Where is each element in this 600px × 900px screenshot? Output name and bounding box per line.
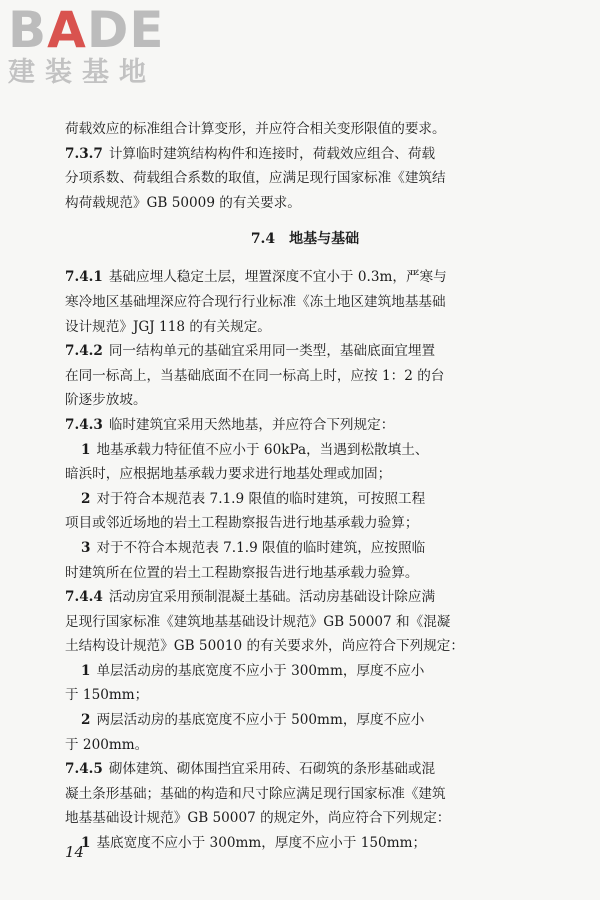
logo-wordmark: BADE [8, 1, 165, 59]
line-text: 项目或邻近场地的岩土工程勘察报告进行地基承载力验算； [65, 515, 419, 532]
text-line [65, 438, 545, 463]
line-text: 于 150mm； [65, 687, 149, 704]
text-line [65, 166, 545, 191]
text-line [65, 831, 545, 856]
section-7-3-tail [65, 117, 545, 215]
text-line [65, 708, 545, 733]
text-line [65, 117, 545, 142]
line-text: 足现行国家标准《建筑地基基础设计规范》GB 50007 和《混凝 [65, 613, 451, 630]
line-text: 砌体建筑、砌体围挡宜采用砖、石砌筑的条形基础或混 [108, 761, 436, 778]
clause-number: 1 [81, 441, 91, 458]
line-text: 凝土条形基础；基础的构造和尺寸除应满足现行国家标准《建筑 [65, 785, 446, 802]
line-text: 土结构设计规范》GB 50010 的有关要求外，尚应符合下列规定： [65, 638, 464, 655]
text-line [65, 610, 545, 635]
clause-number: 1 [81, 662, 91, 679]
text-line [65, 364, 545, 389]
line-text: 基础应埋人稳定土层，埋置深度不宜小于 0.3m，严寒与 [108, 269, 447, 286]
text-line [65, 733, 545, 758]
text-line [65, 191, 545, 216]
text-line [65, 806, 545, 831]
text-line [65, 511, 545, 536]
line-text: 于 200mm。 [65, 736, 149, 753]
line-text: 地基基础设计规范》GB 50007 的规定外，尚应符合下列规定： [65, 810, 451, 827]
text-line [65, 683, 545, 708]
line-text: 临时建筑宜采用天然地基，并应符合下列规定： [108, 416, 395, 433]
text-line [65, 265, 545, 290]
line-text: 构荷载规范》GB 50009 的有关要求。 [65, 194, 301, 211]
logo-subtitle: 建装基地 [8, 57, 156, 88]
bade-logo [8, 1, 183, 88]
text-line [65, 634, 545, 659]
line-text: 对于符合本规范表 7.1.9 限值的临时建筑，可按照工程 [96, 490, 426, 507]
line-text: 计算临时建筑结构构件和连接时，荷载效应组合、荷载 [108, 145, 436, 162]
line-text: 时建筑所在位置的岩土工程勘察报告进行地基承载力验算。 [65, 564, 419, 581]
line-text: 分项系数、荷载组合系数的取值，应满足现行国家标准《建筑结 [65, 170, 446, 187]
line-text: 荷载效应的标准组合计算变形，并应符合相关变形限值的要求。 [65, 121, 446, 137]
text-line [65, 339, 545, 364]
text-line [65, 487, 545, 512]
text-line [65, 388, 545, 413]
text-line [65, 782, 545, 807]
line-text: 暗浜时，应根据地基承载力要求进行地基处理或加固； [65, 466, 392, 483]
line-text: 对于不符合本规范表 7.1.9 限值的临时建筑，应按照临 [96, 539, 426, 556]
clause-number: 7.4.4 [65, 589, 103, 606]
text-line [65, 462, 545, 487]
line-text: 寒冷地区基础埋深应符合现行行业标准《冻土地区建筑地基基础 [65, 293, 446, 310]
clause-number: 3 [81, 539, 91, 556]
text-line [65, 413, 545, 438]
line-text: 活动房宜采用预制混凝土基础。活动房基础设计除应满 [108, 589, 436, 606]
clause-number: 7.4.3 [65, 416, 103, 433]
clause-number: 2 [81, 712, 91, 729]
text-line [65, 315, 545, 340]
text-line [65, 290, 545, 315]
text-line [65, 757, 545, 782]
page-number: 14 [65, 843, 85, 861]
line-text: 单层活动房的基底宽度不应小于 300mm，厚度不应小 [96, 662, 425, 679]
line-text: 两层活动房的基底宽度不应小于 500mm，厚度不应小 [96, 712, 425, 729]
clause-number: 7.3.7 [65, 145, 103, 162]
text-line [65, 536, 545, 561]
line-text: 阶逐步放坡。 [65, 392, 147, 409]
document-body [65, 117, 545, 856]
line-text: 地基承载力特征值不应小于 60kPa，当遇到松散填土、 [96, 441, 429, 458]
text-line [65, 142, 545, 167]
clause-number: 7.4.5 [65, 761, 103, 778]
section-7-4-body [65, 265, 545, 855]
text-line [65, 585, 545, 610]
line-text: 设计规范》JGJ 118 的有关规定。 [65, 318, 271, 335]
line-text: 基底宽度不应小于 300mm，厚度不应小于 150mm； [96, 835, 427, 852]
line-text: 同一结构单元的基础宜采用同一类型，基础底面宜埋置 [108, 343, 436, 360]
text-line [65, 561, 545, 586]
line-text: 在同一标高上，当基础底面不在同一标高上时，应按 1：2 的台 [65, 367, 445, 384]
clause-number: 1 [81, 835, 91, 852]
clause-number: 7.4.1 [65, 269, 103, 286]
text-line [65, 659, 545, 684]
clause-number: 7.4.2 [65, 343, 103, 360]
section-heading: 7.4 地基与基础 [250, 231, 360, 248]
clause-number: 2 [81, 490, 91, 507]
